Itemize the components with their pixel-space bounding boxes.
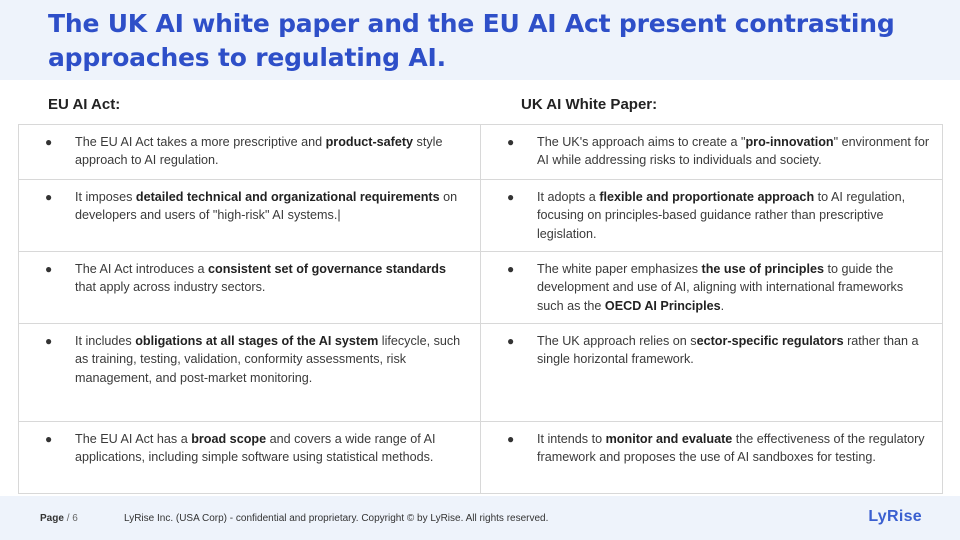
- emphasis-text: consistent set of governance standards: [208, 262, 446, 276]
- emphasis-text: obligations at all stages of the AI system: [135, 334, 379, 348]
- uk-column-heading: UK AI White Paper:: [521, 96, 658, 113]
- eu-point-text: [75, 334, 460, 385]
- bullet-icon: ●: [45, 432, 53, 446]
- uk-point-cell: [481, 252, 943, 324]
- text-segment: that apply across industry sectors.: [75, 280, 266, 295]
- emphasis-text: monitor and evaluate: [605, 432, 733, 446]
- uk-point-cell: [481, 422, 943, 494]
- text-segment: on developers and users of "high-risk" AI systems.|: [75, 190, 458, 223]
- text-segment: The white paper emphasizes: [537, 262, 702, 276]
- bullet-icon: ●: [45, 135, 53, 149]
- copyright-notice: LyRise Inc. (USA Corp) - confidential and proprietary. Copyright © by LyRise. All rights reserved.: [124, 513, 549, 524]
- text-segment: The UK's approach aims to create a ": [537, 135, 746, 149]
- page-number: / 6: [66, 513, 78, 524]
- uk-point-text: [537, 135, 929, 167]
- bullet-icon: ●: [45, 190, 53, 204]
- emphasis-text: pro-innovation: [745, 135, 834, 149]
- table-row: [19, 324, 943, 422]
- text-segment: The EU AI Act has a: [75, 432, 192, 446]
- text-segment: It adopts a: [537, 190, 600, 204]
- emphasis-text: broad scope: [191, 432, 267, 446]
- eu-point-cell: [19, 125, 481, 180]
- eu-point-text: [75, 135, 442, 167]
- eu-point-cell: [19, 252, 481, 324]
- text-segment: It includes: [75, 334, 136, 348]
- eu-column-heading: EU AI Act:: [48, 96, 121, 113]
- table-row: [19, 422, 943, 494]
- lyrise-logo: LyRise: [868, 508, 922, 525]
- emphasis-text: detailed technical and organizational requirements: [135, 190, 440, 204]
- table-row: [19, 252, 943, 324]
- text-segment: to guide the development and use of AI, aligning with international frameworks such as the: [537, 262, 904, 313]
- eu-point-cell: [19, 180, 481, 252]
- bullet-icon: ●: [45, 262, 53, 276]
- uk-point-cell: [481, 125, 943, 180]
- uk-point-text: [537, 432, 925, 464]
- eu-point-text: [75, 432, 436, 464]
- bullet-icon: ●: [507, 262, 515, 276]
- title-banner: [0, 0, 960, 80]
- bullet-icon: ●: [45, 334, 53, 348]
- comparison-table-body: [19, 125, 943, 494]
- page-label: Page: [40, 513, 64, 524]
- table-row: [19, 125, 943, 180]
- page-indicator: [40, 513, 78, 524]
- emphasis-text: the use of principles: [701, 262, 824, 276]
- table-row: [19, 180, 943, 252]
- text-segment: style approach to AI regulation.: [75, 135, 443, 168]
- text-segment: lifecycle, such as training, testing, validation, conformity assessments, risk management, and post-market monitoring.: [75, 334, 461, 385]
- text-segment: It imposes: [75, 190, 136, 204]
- emphasis-text: flexible and proportionate approach: [599, 190, 815, 204]
- bullet-icon: ●: [507, 190, 515, 204]
- text-segment: " environment for AI while addressing risks to individuals and society.: [537, 135, 930, 168]
- comparison-table: [18, 124, 943, 494]
- text-segment: the effectiveness of the regulatory framework and proposes the use of AI sandboxes for testing.: [537, 432, 925, 465]
- footer: [0, 496, 960, 540]
- uk-point-text: [537, 190, 905, 241]
- emphasis-text: product-safety: [325, 135, 414, 149]
- text-segment: .: [720, 298, 725, 313]
- emphasis-text: OECD AI Principles: [604, 298, 721, 313]
- text-segment: The UK approach relies on s: [537, 334, 697, 348]
- slide-title: The UK AI white paper and the EU AI Act present contrasting approaches to regulating AI.: [48, 9, 895, 72]
- uk-point-text: [537, 334, 919, 366]
- text-segment: The AI Act introduces a: [75, 262, 209, 276]
- bullet-icon: ●: [507, 334, 515, 348]
- uk-point-text: [537, 262, 903, 313]
- emphasis-text: ector-specific regulators: [696, 334, 844, 348]
- eu-point-cell: [19, 422, 481, 494]
- uk-point-cell: [481, 324, 943, 422]
- text-segment: to AI regulation, focusing on principles-based guidance rather than prescriptive legislation.: [537, 190, 906, 241]
- uk-point-cell: [481, 180, 943, 252]
- bullet-icon: ●: [507, 432, 515, 446]
- eu-point-text: [75, 262, 446, 294]
- eu-point-cell: [19, 324, 481, 422]
- bullet-icon: ●: [507, 135, 515, 149]
- eu-point-text: [75, 190, 457, 222]
- text-segment: It intends to: [537, 432, 606, 446]
- text-segment: and covers a wide range of AI applications, including simple software using statistical methods.: [75, 432, 436, 465]
- text-segment: rather than a single horizontal framework.: [537, 334, 919, 367]
- text-segment: The EU AI Act takes a more prescriptive and: [75, 135, 326, 149]
